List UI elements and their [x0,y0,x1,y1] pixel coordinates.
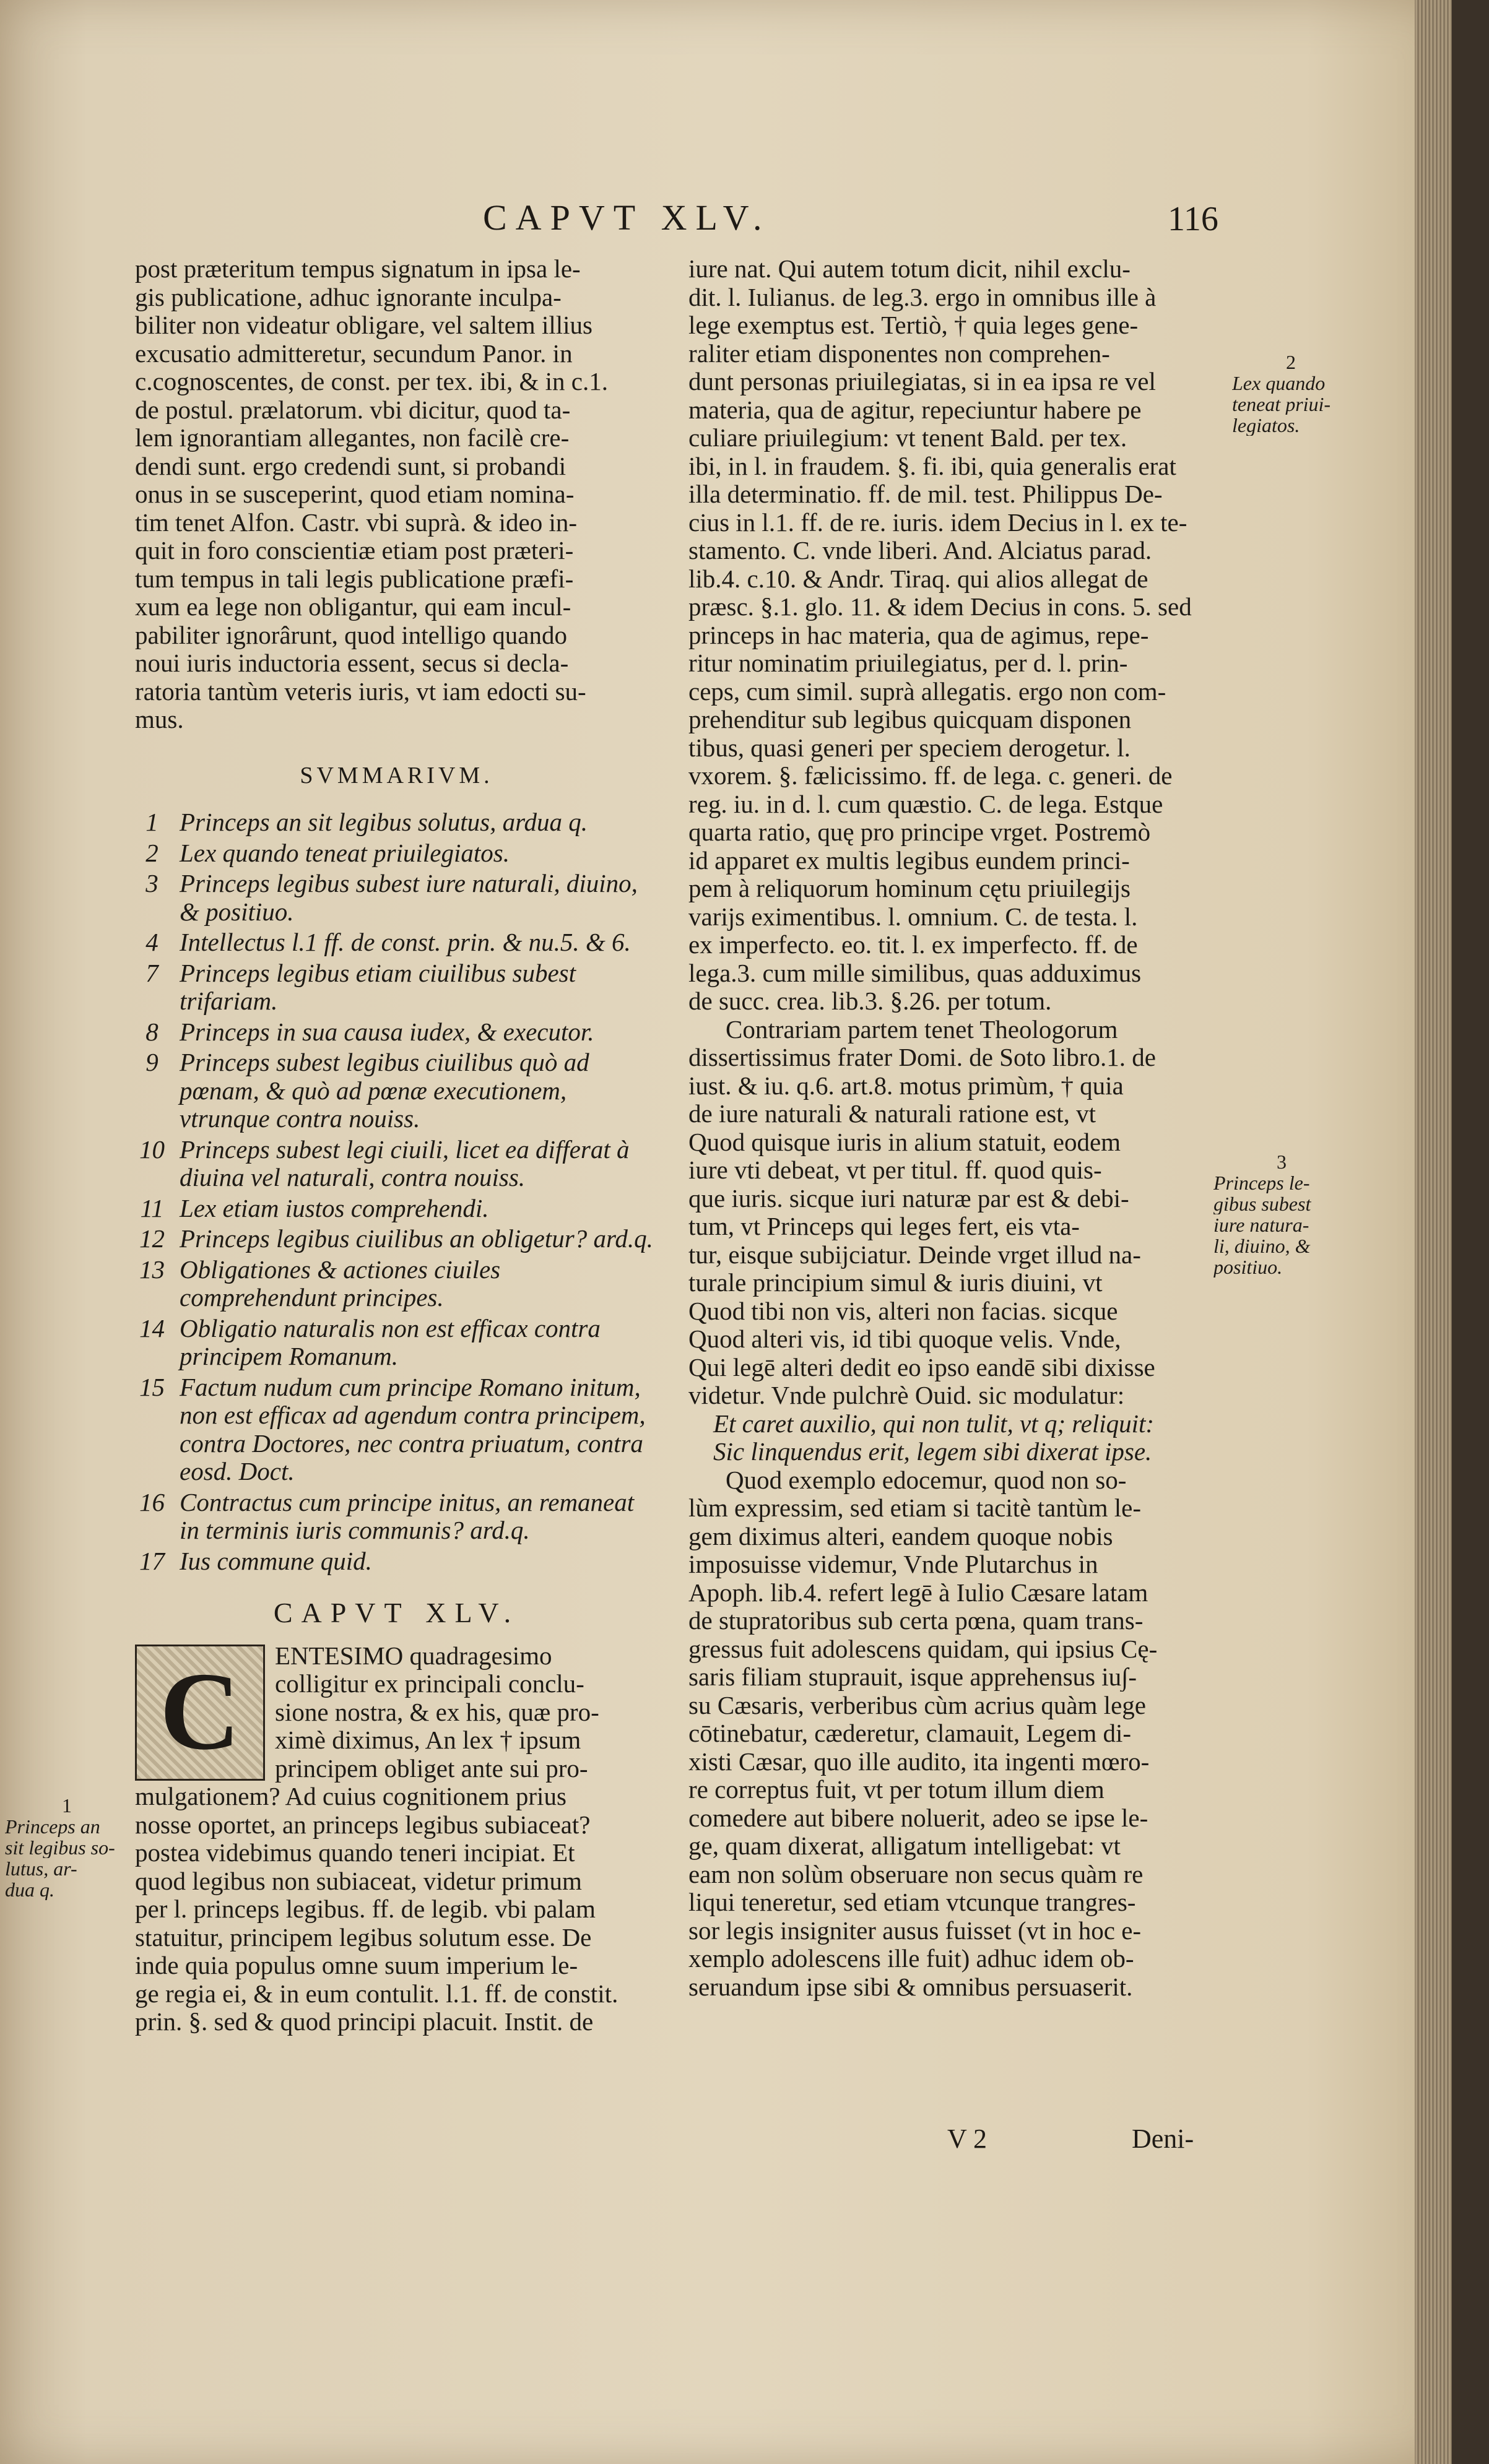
margin-note-2 [1232,352,1350,436]
summary-item-number: 16 [139,1487,165,1516]
text-line: xemplo adolescens ille fuit) adhuc idem ob- [688,1945,1134,1973]
text-line: excusatio admitteretur, secundum Panor. in [135,339,573,368]
text-line: Contrariam partem tenet Theologorum [726,1015,1118,1044]
summary-item [135,1048,658,1133]
summary-item-text: Obligationes & actiones ciuiles comprehendunt principes. [180,1255,501,1312]
right-column [688,255,1205,2001]
summary-item [135,1018,658,1047]
text-line: gis publicatione, adhuc ignorante inculpa- [135,283,562,311]
text-line: pabiliter ignorârunt, quod intelligo quando [135,621,568,649]
summary-item-text: Princeps subest legibus ciuilibus quò ad pœnam, & quò ad pœnæ executionem, vtrunque contra nouiss. [180,1048,589,1133]
summary-item-number: 14 [139,1313,165,1342]
margin-line: Princeps le- [1213,1172,1310,1193]
text-line: reg. iu. in d. l. cum quæstio. C. de lega. Estque [688,790,1163,818]
summary-item-number: 9 [145,1048,158,1076]
summary-heading: SVMMARIVM. [300,762,493,789]
text-line: raliter etiam disponentes non comprehen- [688,339,1110,368]
text-line: Sic linquendus erit, legem sibi dixerat ipse. [713,1438,1152,1466]
running-title: CAPVT XLV. [483,197,771,238]
text-line: noui iuris inductoria essent, secus si decla- [135,649,569,677]
right-text-part-3 [688,1466,1205,2002]
text-line: xisti Cæsar, quo ille audito, ita ingenti mœro- [688,1747,1150,1776]
text-line: principem obliget ante sui pro- [275,1754,588,1783]
text-line: xum ea lege non obligantur, qui eam incul- [135,593,571,621]
text-line: ge regia ei, & in eum contulit. l.1. ff. de constit. [135,1979,619,2008]
right-text-part-2 [688,1016,1205,1410]
text-line: eam non solùm obseruare non secus quàm re [688,1860,1144,1888]
summary-item-text: Princeps an sit legibus solutus, ardua q. [180,808,588,836]
summary-list [135,808,658,1575]
text-line: Quod exemplo edocemur, quod non so- [726,1466,1127,1494]
summary-item [135,1547,658,1576]
text-line: mus. [135,706,184,733]
text-line: postea videbimus quando teneri incipiat. Et [135,1839,575,1867]
margin-note-3-number: 3 [1277,1151,1287,1173]
summary-item-number: 1 [145,808,158,836]
summary-item-text: Lex quando teneat priuilegiatos. [180,838,510,867]
summary-item-number: 12 [139,1224,165,1253]
margin-line: Princeps an [5,1816,100,1837]
summary-item-text: Princeps subest legi ciuili, licet ea differat à diuina vel naturali, contra nouiss. [180,1135,630,1191]
text-line: ceps, cum simil. suprà allegatis. ergo non com- [688,677,1166,706]
summary-item-number: 8 [145,1017,158,1046]
text-line: lega.3. cum mille similibus, quas adduximus [688,959,1142,987]
text-line: de postul. prælatorum. vbi dicitur, quod ta- [135,396,571,424]
text-line: de stupratoribus sub certa pœna, quam trans- [688,1607,1144,1635]
text-line: ENTESIMO quadragesimo [275,1641,552,1670]
summary-item-number: 7 [145,958,158,987]
summary-item [135,928,658,957]
text-line: imposuisse videmur, Vnde Plutarchus in [688,1550,1098,1578]
text-line: princeps in hac materia, qua de agimus, repe- [688,621,1149,649]
text-line: que iuris. sicque iuri naturæ par est & debi- [688,1184,1129,1213]
summary-item [135,1373,658,1486]
text-line: per l. princeps legibus. ff. de legib. vbi palam [135,1895,596,1923]
text-line: turale principium simul & iuris diuini, vt [688,1269,1103,1297]
summary-item-text: Princeps legibus etiam ciuilibus subest trifariam. [180,958,576,1015]
decorated-initial: C [135,1645,265,1781]
text-line: Quod alteri vis, id tibi quoque velis. Vnde, [688,1325,1121,1353]
summary-item-text: Contractus cum principe initus, an remaneat in terminis iuris communis? ard.q. [180,1487,635,1544]
text-line: id apparet ex multis legibus eundem princi- [688,846,1130,875]
text-line: varijs eximentibus. l. omnium. C. de testa. l. [688,902,1138,931]
left-opening-text [135,255,658,734]
summary-item-text: Princeps legibus ciuilibus an obligetur? ard.q. [180,1224,653,1253]
text-line: de succ. crea. lib.3. §.26. per totum. [688,987,1052,1015]
text-line: saris filiam stuprauit, isque apprehensus iu∫- [688,1663,1137,1691]
text-line: vxorem. §. fælicissimo. ff. de lega. c. generi. de [688,762,1173,790]
text-line: dit. l. Iulianus. de leg.3. ergo in omnibus ille à [688,283,1157,311]
text-line: Qui legē alteri dedit eo ipso eandē sibi dixisse [688,1353,1155,1381]
margin-line: legiatos. [1232,415,1300,436]
chapter-heading: CAPVT XLV. [273,1597,520,1628]
summary-item-text: Obligatio naturalis non est efficax contra principem Romanum. [180,1313,601,1370]
summary-item-text: Lex etiam iustos comprehendi. [180,1193,489,1222]
summary-item-number: 4 [145,928,158,956]
text-line: Apoph. lib.4. refert legē à Iulio Cæsare latam [688,1578,1148,1607]
margin-line: lutus, ar- [5,1858,77,1879]
text-line: lib.4. c.10. & Andr. Tiraq. qui alios allegat de [688,564,1148,593]
text-line: quod legibus non subiaceat, videtur primum [135,1867,582,1895]
margin-note-1 [5,1795,129,1900]
text-line: cōtinebatur, cæderetur, clamauit, Legem di- [688,1719,1132,1747]
text-line: ritur nominatim priuilegiatus, per d. l. prin- [688,649,1128,677]
text-line: sor legis insigniter ausus fuisset (vt in hoc e- [688,1916,1142,1945]
text-line: Et caret auxilio, qui non tulit, vt q; reliquit: [713,1409,1155,1438]
text-line: de iure naturali & naturali ratione est, vt [688,1100,1096,1128]
text-line: lùm expressim, sed etiam si tacitè tantùm le- [688,1494,1141,1522]
text-line: prehenditur sub legibus quicquam disponen [688,706,1132,733]
summary-item [135,808,658,837]
text-line: pem à reliquorum hominum cętu priuilegijs [688,875,1131,902]
summary-item-number: 11 [140,1193,164,1222]
summary-item-number: 17 [139,1546,165,1575]
text-line: lege exemptus est. Tertiò, † quia leges gene- [688,311,1139,339]
page-edge [1415,0,1452,2464]
summary-item-text: Princeps legibus subest iure naturali, diuino, & positiuo. [180,869,638,926]
text-line: dissertissimus frater Domi. de Soto libro.1. de [688,1044,1156,1071]
margin-note-1-text [5,1816,129,1900]
text-line: præsc. §.1. glo. 11. & idem Decius in cons. 5. sed [688,593,1192,621]
text-line: culiare priuilegium: vt tenent Bald. per tex. [688,424,1127,452]
summary-item-text: Ius commune quid. [180,1546,372,1575]
summary-item-text: Intellectus l.1 ff. de const. prin. & nu.5. & 6. [180,928,631,956]
summary-item-text: Factum nudum cum principe Romano initum, non est efficax ad agendum contra principem, contra Doctores, nec contra priuatum, contra eosd. Doct. [180,1372,646,1485]
margin-line: gibus subest [1213,1193,1311,1214]
text-line: comedere aut bibere noluerit, adeo se ipse le- [688,1804,1148,1832]
text-line: colligitur ex principali conclu- [275,1670,584,1698]
text-line: iure nat. Qui autem totum dicit, nihil exclu- [688,255,1131,283]
catchword: Deni- [1132,2124,1194,2154]
left-column [135,255,658,2036]
text-line: su Cæsaris, verberibus cùm acrius quàm lege [688,1691,1146,1719]
summary-item [135,870,658,926]
text-line: re correptus fuit, vt per totum illum diem [688,1776,1105,1804]
text-line: ratoria tantùm veteris iuris, vt iam edocti su- [135,677,586,706]
text-line: iure vti debeat, vt per titul. ff. quod quis- [688,1156,1102,1184]
summary-item [135,1315,658,1371]
text-line: lem ignorantiam allegantes, non facilè cre- [135,424,570,452]
margin-note-1-number: 1 [62,1794,72,1817]
text-line: c.cognoscentes, de const. per tex. ibi, & in c.1. [135,368,608,396]
text-line: tur, eisque subijciatur. Deinde vrget illud na- [688,1240,1141,1269]
signature-mark: V 2 [947,2124,987,2154]
text-line: quit in foro conscientiæ etiam post præteri- [135,537,574,564]
text-line: ximè diximus, An lex † ipsum [275,1726,581,1754]
summary-item-number: 3 [145,869,158,897]
text-line: gressus fuit adolescens quidam, qui ipsius Cę- [688,1635,1158,1663]
summary-item [135,959,658,1016]
margin-note-2-text [1232,373,1350,436]
summary-item-number: 10 [139,1135,165,1164]
summary-item [135,839,658,868]
text-line: quarta ratio, quę pro principe vrget. Postremò [688,818,1151,846]
text-line: tim tenet Alfon. Castr. vbi suprà. & ideo in- [135,508,577,537]
text-line: illa determinatio. ff. de mil. test. Philippus De- [688,480,1163,508]
text-line: biliter non videatur obligare, vel saltem illius [135,311,593,339]
text-line: Quod tibi non vis, alteri non facias. sicque [688,1297,1118,1325]
text-line: sione nostra, & ex his, quæ pro- [275,1698,599,1726]
ovid-verses [688,1410,1205,1466]
text-line: statuitur, principem legibus solutum esse. De [135,1923,592,1952]
text-line: Quod quisque iuris in alium statuit, eodem [688,1128,1121,1156]
text-line: gem diximus alteri, eandem quoque nobis [688,1522,1113,1550]
text-line: ex imperfecto. eo. tit. l. ex imperfecto. ff. de [688,931,1138,959]
margin-note-3-text [1213,1172,1350,1277]
margin-note-3 [1213,1151,1350,1277]
text-line: inde quia populus omne suum imperium le- [135,1952,578,1979]
text-line: iust. & iu. q.6. art.8. motus primùm, † quia [688,1071,1124,1100]
margin-line: positiuo. [1213,1256,1283,1277]
page-header [0,197,1452,246]
text-line: materia, qua de agitur, repeciuntur habere pe [688,396,1142,424]
summary-item-number: 2 [145,838,158,867]
margin-line: iure natura- [1213,1214,1309,1235]
summary-item [135,1136,658,1192]
text-line: videtur. Vnde pulchrè Ouid. sic modulatur: [688,1381,1125,1409]
margin-line: Lex quando [1232,373,1326,394]
text-line: onus in se susceperint, quod etiam nomina- [135,480,575,508]
text-line: mulgationem? Ad cuius cognitionem prius [135,1783,567,1810]
right-text-part-1 [688,255,1205,1016]
text-line: tum tempus in tali legis publicatione præfi- [135,564,574,593]
text-line: dendi sunt. ergo credendi sunt, si probandi [135,452,567,480]
margin-line: teneat priui- [1232,394,1331,415]
text-line: liqui teneretur, sed etiam vtcunque trangres- [688,1888,1136,1916]
text-line: post præteritum tempus signatum in ipsa le- [135,255,581,283]
margin-note-2-number: 2 [1286,351,1296,373]
text-line: cius in l.1. ff. de re. iuris. idem Decius in l. ex te- [688,508,1187,537]
summary-item [135,1225,658,1253]
summary-item-number: 15 [139,1372,165,1401]
text-line: stamento. C. vnde liberi. And. Alciatus parad. [688,537,1152,564]
text-line: ge, quam dixerat, alligatum intelligebat: vt [688,1832,1121,1860]
margin-line: li, diuino, & [1213,1235,1311,1256]
summary-item [135,1256,658,1312]
margin-line: sit legibus so- [5,1837,115,1858]
chapter-body [135,1642,658,2036]
summary-item-text: Princeps in sua causa iudex, & executor. [180,1017,594,1046]
margin-line: dua q. [5,1879,54,1900]
summary-item [135,1489,658,1545]
text-line: seruandum ipse sibi & omnibus persuaserit. [688,1973,1133,2001]
text-line: tibus, quasi generi per speciem derogetur. l. [688,733,1131,762]
text-line: ibi, in l. in fraudem. §. fi. ibi, quia generalis erat [688,452,1176,480]
text-line: dunt personas priuilegiatas, si in ea ipsa re vel [688,368,1156,396]
summary-item-number: 13 [139,1255,165,1284]
folio-number: 116 [1168,200,1218,238]
summary-item [135,1195,658,1223]
text-line: tum, vt Princeps qui leges fert, eis vta- [688,1213,1080,1240]
text-line: nosse oportet, an princeps legibus subiaceat? [135,1810,591,1839]
text-line: prin. §. sed & quod principi placuit. Instit. de [135,2008,594,2036]
